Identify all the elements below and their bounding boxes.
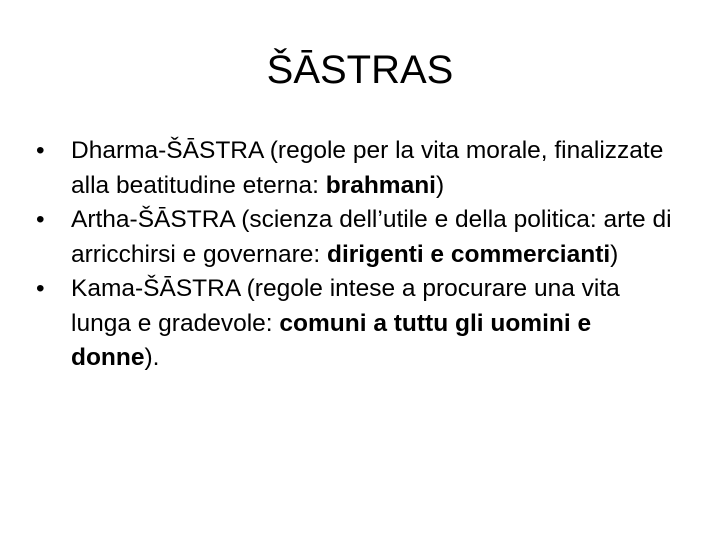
bullet-text-end: ) (436, 171, 445, 199)
bullet-text: Dharma-ŠĀSTRA (regole per la vita morale, finalizzate alla beatitudine eterna: (71, 137, 664, 199)
bullet-bold-text: comuni a tuttu gli uomini e donne (71, 309, 592, 371)
bullet-item-kama (36, 272, 686, 376)
bullet-item-artha (36, 203, 686, 272)
bullet-text-end: ). (144, 344, 160, 371)
bullet-item-dharma (36, 134, 686, 203)
bullet-text: Kama-ŠĀSTRA (regole intese a procurare una vita lunga e gradevole: (71, 275, 620, 337)
slide-title: ŠĀSTRAS (266, 48, 454, 92)
bullet-list (36, 134, 686, 376)
bullet-icon: • (36, 275, 45, 302)
bullet-text-end: ) (610, 240, 619, 268)
bullet-text: Artha-ŠĀSTRA (scienza dell’utile e della politica: arte di arricchirsi e governare: (71, 206, 672, 268)
bullet-bold-text: brahmani (325, 171, 436, 199)
bullet-icon: • (36, 206, 45, 233)
bullet-icon: • (36, 137, 45, 164)
bullet-bold-text: dirigenti e commercianti (326, 240, 611, 268)
